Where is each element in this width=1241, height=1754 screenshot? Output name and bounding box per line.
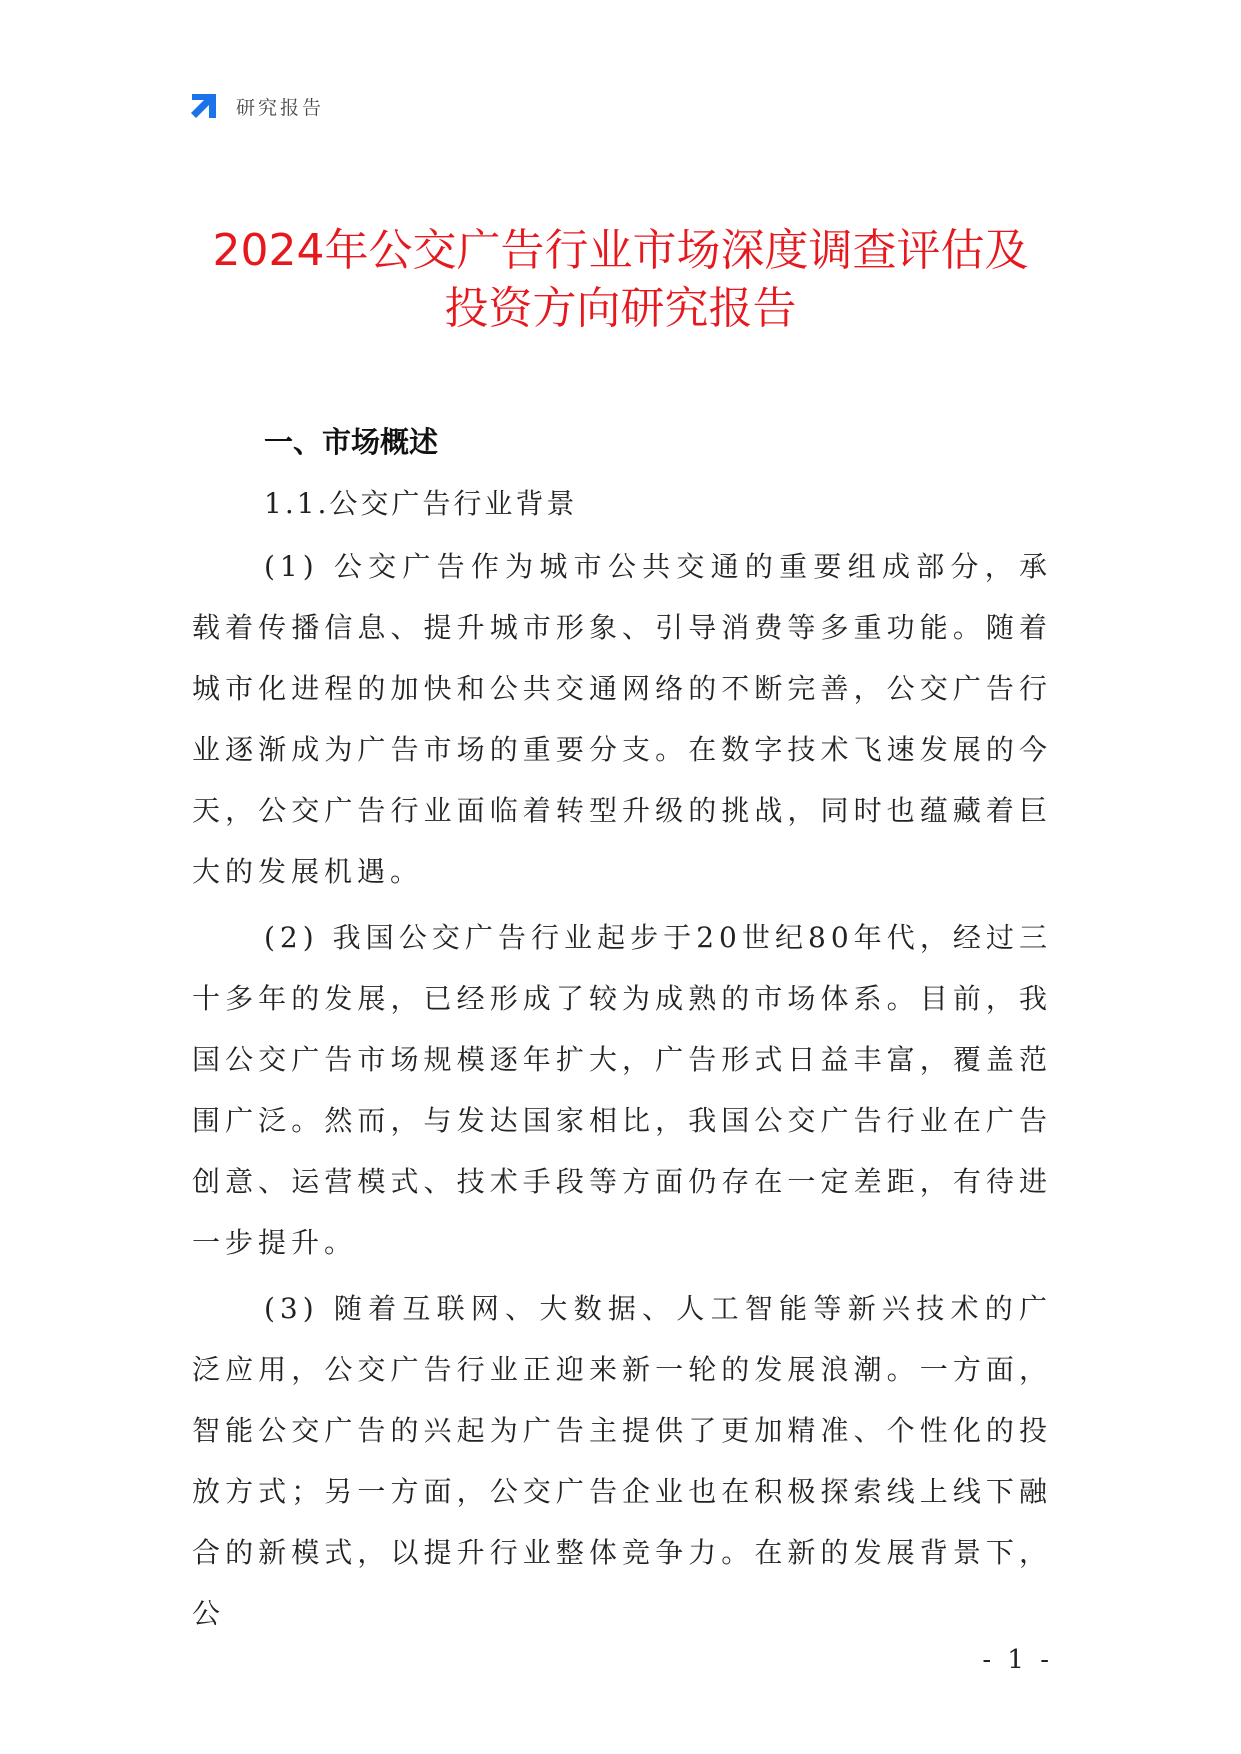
report-title-line-1: 2024年公交广告行业市场深度调查评估及 bbox=[212, 225, 1029, 276]
paragraph-2: (2) 我国公交广告行业起步于20世纪80年代，经过三十多年的发展，已经形成了较为成熟的市场体系。目前，我国公交广告市场规模逐年扩大，广告形式日益丰富，覆盖范围广泛。然而，与发达国家相比，我国公交广告行业在广告创意、运营模式、技术手段等方面仍存在一定差距，有待进一步提升。 bbox=[192, 921, 1052, 1259]
subsection-heading: 1.1.公交广告行业背景 bbox=[264, 487, 578, 520]
document-header bbox=[188, 90, 324, 122]
paragraph-3: (3) 随着互联网、大数据、人工智能等新兴技术的广泛应用，公交广告行业正迎来新一轮的发展浪潮。一方面，智能公交广告的兴起为广告主提供了更加精准、个性化的投放方式；另一方面，公交广告企业也在积极探索线上线下融合的新模式，以提升行业整体竞争力。在新的发展背景下，公 bbox=[192, 1292, 1052, 1630]
header-label: 研究报告 bbox=[236, 96, 325, 119]
report-title bbox=[150, 222, 1091, 338]
section-heading: 一、市场概述 bbox=[264, 425, 439, 459]
arrow-up-right-icon bbox=[188, 90, 220, 122]
body-text bbox=[192, 536, 1052, 1649]
report-title-line-2: 投资方向研究报告 bbox=[444, 283, 797, 334]
page-number: - 1 - bbox=[982, 1645, 1053, 1675]
paragraph-1: (1) 公交广告作为城市公共交通的重要组成部分，承载着传播信息、提升城市形象、引导消费等多重功能。随着城市化进程的加快和公共交通网络的不断完善，公交广告行业逐渐成为广告市场的重要分支。在数字技术飞速发展的今天，公交广告行业面临着转型升级的挑战，同时也蕴藏着巨大的发展机遇。 bbox=[192, 550, 1052, 888]
